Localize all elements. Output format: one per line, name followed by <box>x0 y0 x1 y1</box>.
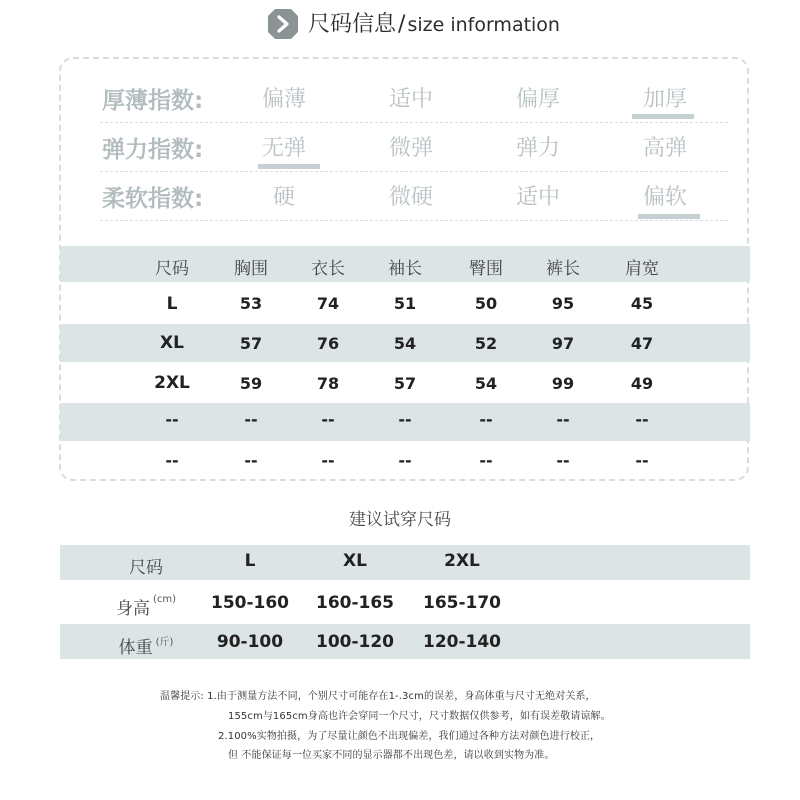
elasticity-index-label: 弹力指数: <box>102 137 204 163</box>
table-cell-size: 2XL <box>154 373 190 393</box>
thickness-index-label: 厚薄指数: <box>102 88 204 114</box>
selected-indicator <box>258 164 320 169</box>
table-cell: -- <box>635 451 649 470</box>
table-cell: 50 <box>474 294 498 313</box>
softness-option-selected: 偏软 <box>642 185 687 210</box>
column-header: 袖长 <box>388 259 422 279</box>
table-cell-size: L <box>166 294 178 314</box>
title-en: size information <box>407 14 560 36</box>
table-cell: 53 <box>239 294 263 313</box>
column-header: 尺码 <box>155 259 189 279</box>
table-cell: 59 <box>239 374 263 393</box>
table-cell: 57 <box>393 374 417 393</box>
weight-label-text: 体重 <box>118 638 153 658</box>
table-cell: -- <box>635 410 649 429</box>
table-cell: 52 <box>474 334 498 353</box>
recommend-title: 建议试穿尺码 <box>349 510 451 530</box>
table-cell: -- <box>244 451 258 470</box>
note-line: 2.100%实物拍摄，为了尽量让颜色不出现偏差，我们通过各种方法对颜色进行校正， <box>218 731 601 742</box>
weight-range: 120-140 <box>422 632 502 652</box>
thickness-option: 适中 <box>388 87 433 112</box>
height-label <box>96 594 196 619</box>
table-cell: 49 <box>630 374 654 393</box>
recommend-size: 2XL <box>444 551 480 571</box>
table-cell: -- <box>556 410 570 429</box>
thickness-option: 偏厚 <box>515 87 560 112</box>
table-cell: 54 <box>393 334 417 353</box>
table-cell: -- <box>398 410 412 429</box>
column-header: 胸围 <box>234 259 268 279</box>
table-cell: 95 <box>551 294 575 313</box>
note-line: 但 不能保证每一位买家不同的显示器都不出现色差，请以收到实物为准。 <box>228 750 555 761</box>
table-cell: -- <box>398 451 412 470</box>
elasticity-option-selected: 无弹 <box>261 136 306 161</box>
table-cell: 78 <box>316 374 340 393</box>
index-divider <box>100 220 728 221</box>
page-title <box>308 8 560 42</box>
column-header: 臀围 <box>469 259 503 279</box>
table-cell-size: -- <box>165 410 179 429</box>
table-cell: 97 <box>551 334 575 353</box>
title-cn: 尺码信息 <box>308 12 397 37</box>
elasticity-option: 微弹 <box>388 136 433 161</box>
column-header: 肩宽 <box>625 259 659 279</box>
selected-indicator <box>632 114 694 119</box>
selected-indicator <box>638 214 700 219</box>
table-cell: -- <box>479 451 493 470</box>
table-cell: 76 <box>316 334 340 353</box>
softness-option: 微硬 <box>388 185 433 210</box>
table-cell: -- <box>321 410 335 429</box>
weight-range: 90-100 <box>216 632 284 652</box>
weight-range: 100-120 <box>315 632 395 652</box>
table-cell: 54 <box>474 374 498 393</box>
recommend-size-label: 尺码 <box>129 558 163 578</box>
table-cell: -- <box>479 410 493 429</box>
elasticity-option: 弹力 <box>515 136 560 161</box>
softness-index-label: 柔软指数: <box>102 186 204 212</box>
table-cell-size: XL <box>160 333 184 353</box>
table-cell: 45 <box>630 294 654 313</box>
note-line: 155cm与165cm身高也许会穿同一个尺寸，尺寸数据仅供参考，如有误差敬请谅解。 <box>228 711 611 722</box>
column-header: 裤长 <box>546 259 580 279</box>
column-header: 衣长 <box>311 259 345 279</box>
chevron-right-icon <box>266 7 300 41</box>
thickness-option-selected: 加厚 <box>642 87 687 112</box>
index-divider <box>100 122 728 123</box>
index-divider <box>100 171 728 172</box>
elasticity-option: 高弹 <box>642 136 687 161</box>
height-range: 165-170 <box>422 593 502 613</box>
recommend-size: XL <box>343 551 367 571</box>
title-separator: / <box>398 12 406 37</box>
weight-label <box>96 633 196 658</box>
height-label-text: 身高 <box>115 599 150 619</box>
table-cell: -- <box>321 451 335 470</box>
table-cell: 74 <box>316 294 340 313</box>
table-cell: 57 <box>239 334 263 353</box>
softness-option: 适中 <box>515 185 560 210</box>
table-cell-size: -- <box>165 451 179 470</box>
table-cell: -- <box>556 451 570 470</box>
weight-unit: (斤) <box>155 637 174 648</box>
recommend-size: L <box>244 551 256 571</box>
table-cell: 99 <box>551 374 575 393</box>
table-cell: -- <box>244 410 258 429</box>
table-cell: 51 <box>393 294 417 313</box>
table-cell: 47 <box>630 334 654 353</box>
height-range: 160-165 <box>315 593 395 613</box>
softness-option: 硬 <box>272 185 295 210</box>
height-unit: (cm) <box>152 594 177 605</box>
note-line: 温馨提示: 1.由于测量方法不同，个别尺寸可能存在1-.3cm的误差，身高体重与尺寸无绝对关系， <box>160 691 596 702</box>
thickness-option: 偏薄 <box>261 87 306 112</box>
height-range: 150-160 <box>210 593 290 613</box>
